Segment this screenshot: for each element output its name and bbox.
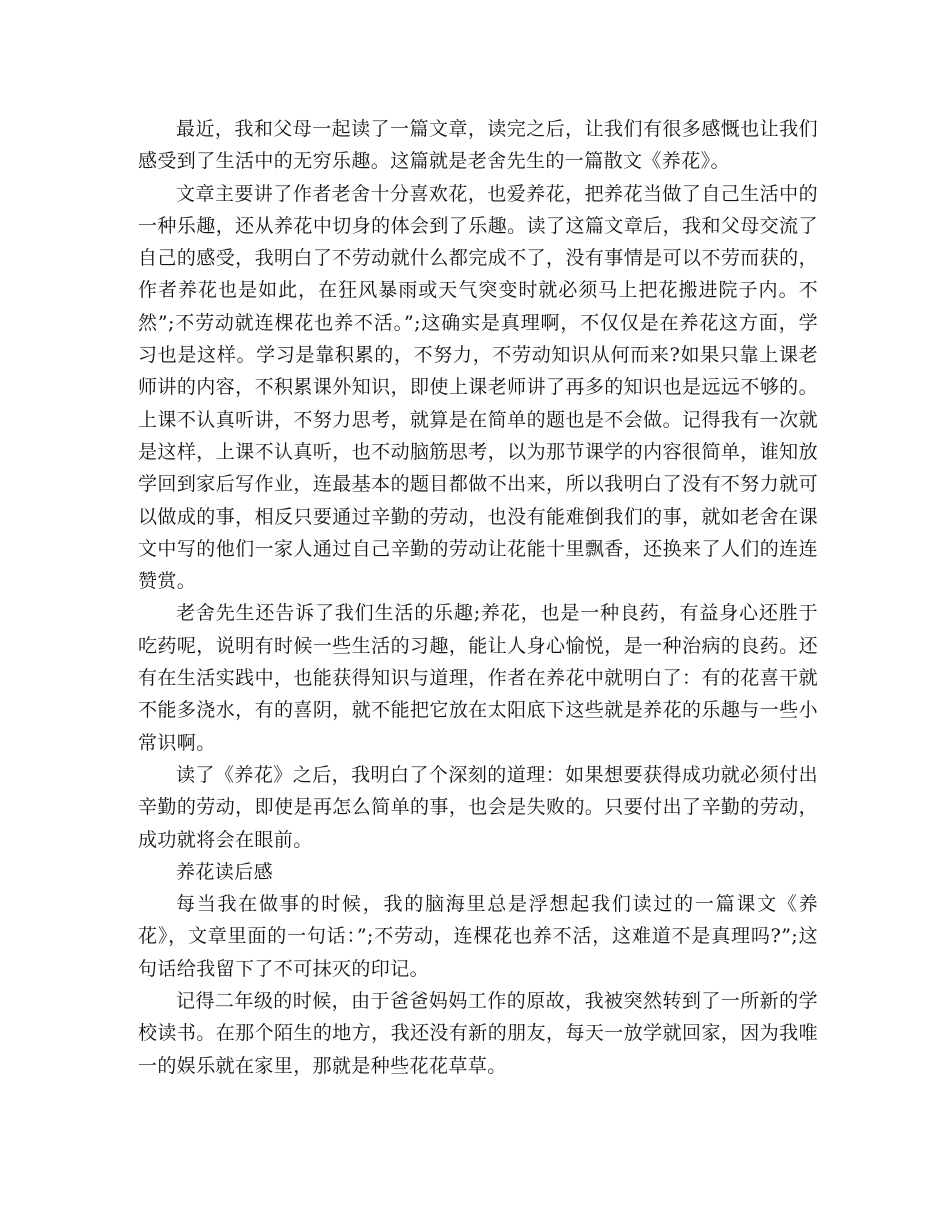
paragraph-quote: 每当我在做事的时候，我的脑海里总是浮想起我们读过的一篇课文《养花》，文章里面的一句话：”;不劳动，连棵花也养不活，这难道不是真理吗?”;这句话给我留下了不可抹灭的印记。 (138, 893, 818, 980)
document-body (138, 113, 818, 1082)
paragraph-intro: 最近，我和父母一起读了一篇文章，读完之后，让我们有很多感慨也让我们感受到了生活中的无穷乐趣。这篇就是老舍先生的一篇散文《养花》。 (138, 118, 818, 173)
section-title: 养花读后感 (176, 860, 274, 883)
paragraph-life-joy: 老舍先生还告诉了我们生活的乐趣;养花，也是一种良药，有益身心还胜于吃药呢，说明有时候一些生活的习趣，能让人身心愉悦，是一种治病的良药。还有在生活实践中，也能获得知识与道理，作者在养花中就明白了：有的花喜干就不能多浇水，有的喜阴，就不能把它放在太阳底下这些就是养花的乐趣与一些小常识啊。 (138, 602, 818, 754)
paragraph-memory: 记得二年级的时候，由于爸爸妈妈工作的原故，我被突然转到了一所新的学校读书。在那个陌生的地方，我还没有新的朋友，每天一放学就回家，因为我唯一的娱乐就在家里，那就是种些花花草草。 (138, 990, 818, 1077)
paragraph-conclusion: 读了《养花》之后，我明白了个深刻的道理：如果想要获得成功就必须付出辛勤的劳动，即使是再怎么简单的事，也会是失败的。只要付出了辛勤的劳动，成功就将会在眼前。 (138, 763, 818, 851)
paragraph-summary: 文章主要讲了作者老舍十分喜欢花，也爱养花，把养花当做了自己生活中的一种乐趣，还从养花中切身的体会到了乐趣。读了这篇文章后，我和父母交流了自己的感受，我明白了不劳动就什么都完成不了，没有事情是可以不劳而获的，作者养花也是如此，在狂风暴雨或天气突变时就必须马上把花搬进院子内。不然”;不劳动就连棵花也养不活。”;这确实是真理啊，不仅仅是在养花这方面，学习也是这样。学习是靠积累的，不努力，不劳动知识从何而来?如果只靠上课老师讲的内容，不积累课外知识，即使上课老师讲了再多的知识也是远远不够的。上课不认真听讲，不努力思考，就算是在简单的题也是不会做。记得我有一次就是这样，上课不认真听，也不动脑筋思考，以为那节课学的内容很简单，谁知放学回到家后写作业，连最基本的题目都做不出来，所以我明白了没有不努力就可以做成的事，相反只要通过辛勤的劳动，也没有能难倒我们的事，就如老舍在课文中写的他们一家人通过自己辛勤的劳动让花能十里飘香，还换来了人们的连连赞赏。 (138, 182, 818, 593)
